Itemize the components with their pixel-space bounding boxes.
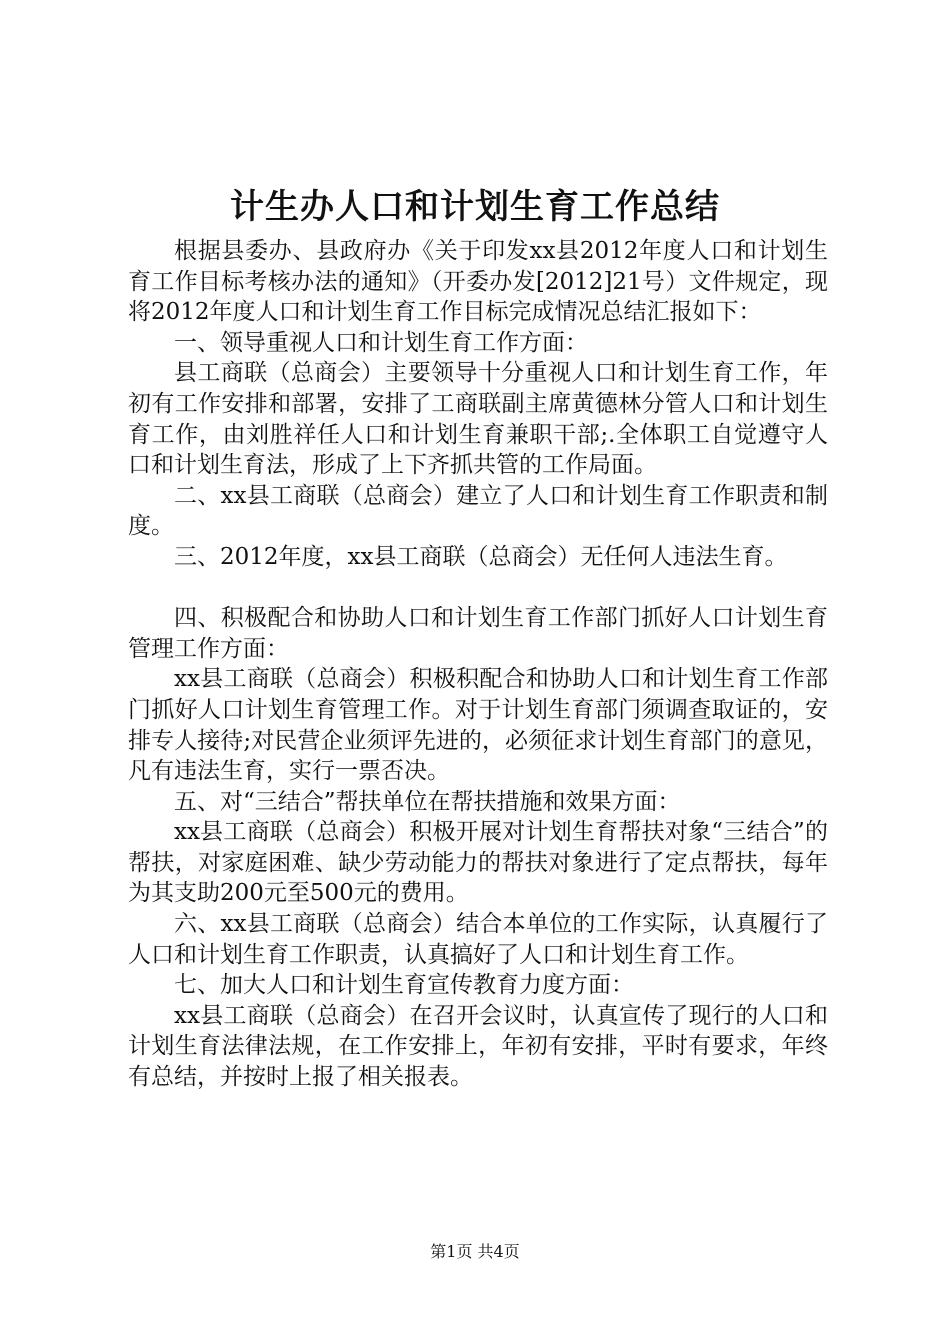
page-footer: 第1页 共4页	[430, 1242, 520, 1261]
blank-line	[128, 573, 828, 604]
paragraph-intro: 根据县委办、县政府办《关于印发xx县2012年度人口和计划生育工作目标考核办法的通知》（开委办发[2012]21号）文件规定，现将2012年度人口和计划生育工作目标完成情况总结汇报如下：	[128, 238, 828, 326]
paragraph-4: xx县工商联（总商会）积极积配合和协助人口和计划生育工作部门抓好人口计划生育管理工作。对于计划生育部门须调查取证的，安排专人接待;对民营企业须评先进的，必须征求计划生育部门的意见，凡有违法生育，实行一票否决。	[128, 666, 828, 785]
paragraph-5: xx县工商联（总商会）积极开展对计划生育帮扶对象“三结合”的帮扶，对家庭困难、缺少劳动能力的帮扶对象进行了定点帮扶，每年为其支助200元至500元的费用。	[128, 819, 828, 907]
section-heading-5: 五、对“三结合”帮扶单位在帮扶措施和效果方面：	[174, 788, 681, 815]
document-body	[128, 236, 828, 1093]
section-heading-4: 四、积极配合和协助人口和计划生育工作部门抓好人口计划生育管理工作方面：	[128, 605, 828, 662]
section-heading-1: 一、领导重视人口和计划生育工作方面：	[174, 329, 588, 356]
section-heading-6: 六、xx县工商联（总商会）结合本单位的工作实际，认真履行了人口和计划生育工作职责，认真搞好了人口和计划生育工作。	[128, 911, 828, 968]
document-title: 计生办人口和计划生育工作总结	[230, 187, 720, 227]
paragraph-7: xx县工商联（总商会）在召开会议时，认真宣传了现行的人口和计划生育法律法规，在工作安排上，年初有安排，平时有要求，年终有总结，并按时上报了相关报表。	[128, 1002, 828, 1091]
section-heading-7: 七、加大人口和计划生育宣传教育力度方面：	[174, 972, 634, 999]
paragraph-1: 县工商联（总商会）主要领导十分重视人口和计划生育工作，年初有工作安排和部署，安排了工商联副主席黄德林分管人口和计划生育工作，由刘胜祥任人口和计划生育兼职干部;.全体职工自觉遵守人口和计划生育法，形成了上下齐抓共管的工作局面。	[128, 360, 828, 479]
section-heading-3: 三、2012年度，xx县工商联（总商会）无任何人违法生育。	[174, 543, 788, 570]
section-heading-2: 二、xx县工商联（总商会）建立了人口和计划生育工作职责和制度。	[128, 482, 828, 540]
